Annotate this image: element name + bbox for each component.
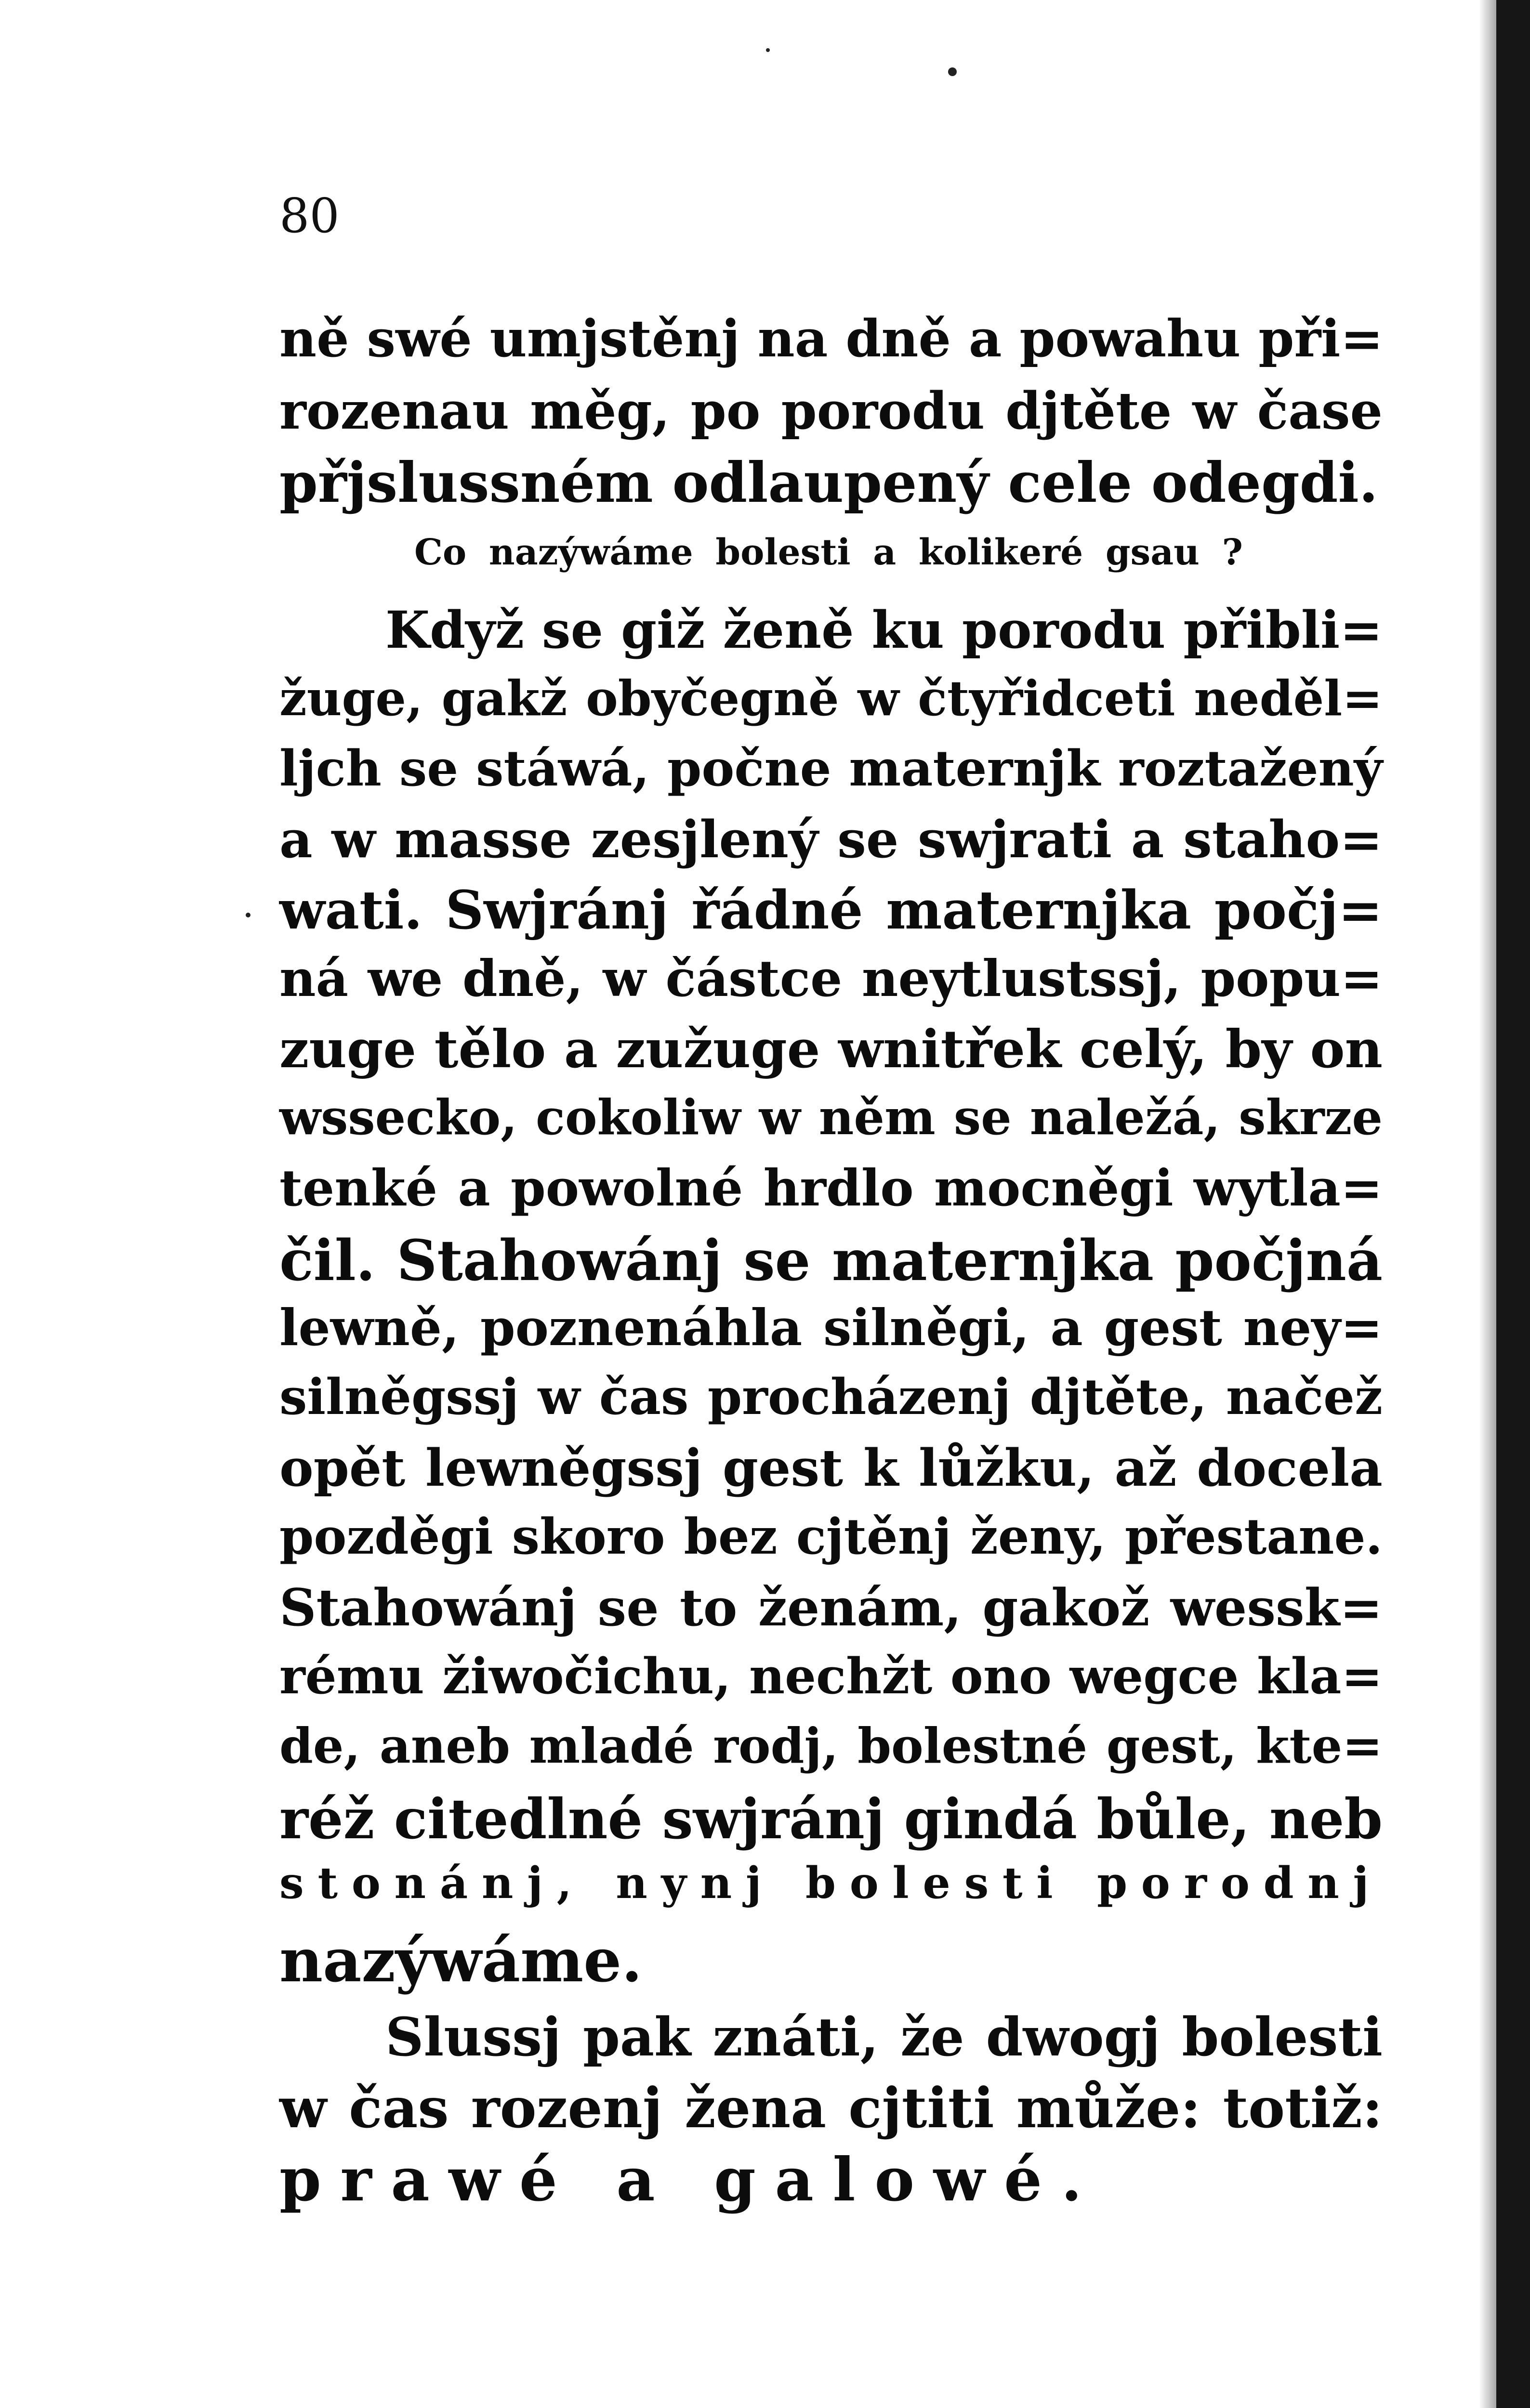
- text-line: prawé a galowé.: [279, 2145, 1101, 2215]
- text-line: rému žiwočichu, nechžt ono wegce kla=: [279, 1648, 1383, 1705]
- text-line: w čas rozenj žena cjtiti může: totiž:: [279, 2076, 1383, 2140]
- text-line: ná we dně, w částce neytlustssj, popu=: [279, 949, 1383, 1008]
- section-question: Co nazýwáme bolesti a kolikeré gsau ?: [414, 532, 1243, 573]
- text-line: ně swé umjstěnj na dně a powahu při=: [279, 308, 1384, 368]
- scan-speck: [766, 48, 770, 52]
- text-line: stonánj, nynj bolesti porodnj: [279, 1858, 1383, 1909]
- page-edge-shadow: [1479, 0, 1496, 2408]
- text-line: Stahowánj se to ženám, gakož wessk=: [279, 1577, 1383, 1637]
- text-line: přjslussném odlaupený cele odegdi.: [279, 450, 1378, 515]
- text-line: Slussj pak znáti, že dwogj bolesti: [385, 2006, 1383, 2068]
- text-line: Když se giž ženě ku porodu přibli=: [385, 600, 1383, 660]
- text-line: lewně, poznenáhla silněgi, a gest ney=: [279, 1298, 1383, 1357]
- text-line: de, aneb mladé rodj, bolestné gest, kte=: [279, 1717, 1383, 1774]
- text-line: pozděgi skoro bez cjtěnj ženy, přestane.: [279, 1508, 1383, 1566]
- text-line: opět lewněgssj gest k lůžku, až docela: [279, 1438, 1383, 1498]
- text-line: nazýwáme.: [279, 1926, 643, 1996]
- scan-edge-strip: [1496, 0, 1530, 2408]
- text-line: žuge, gakž obyčegně w čtyřidceti neděl=: [279, 670, 1383, 727]
- text-line: ljch se stáwá, počne maternjk roztažený: [279, 740, 1383, 798]
- text-line: a w masse zesjlený se swjrati a staho=: [279, 809, 1383, 869]
- text-line: wssecko, cokoliw w něm se naležá, skrze: [279, 1089, 1383, 1146]
- text-line: rozenau měg, po porodu djtěte w čase: [279, 380, 1383, 441]
- page-number: 80: [279, 189, 340, 244]
- text-line: zuge tělo a zužuge wnitřek celý, by on: [279, 1019, 1383, 1080]
- text-line: réž citedlné swjránj gindá bůle, neb: [279, 1787, 1383, 1851]
- text-line: silněgssj w čas procházenj djtěte, načež: [279, 1368, 1383, 1426]
- scan-speck: [246, 913, 251, 917]
- text-line: wati. Swjránj řádné maternjka počj=: [279, 879, 1383, 941]
- text-line: čil. Stahowánj se maternjka počjná: [279, 1228, 1383, 1294]
- text-line: tenké a powolné hrdlo mocněgi wytla=: [279, 1158, 1383, 1217]
- scan-speck: [948, 67, 957, 76]
